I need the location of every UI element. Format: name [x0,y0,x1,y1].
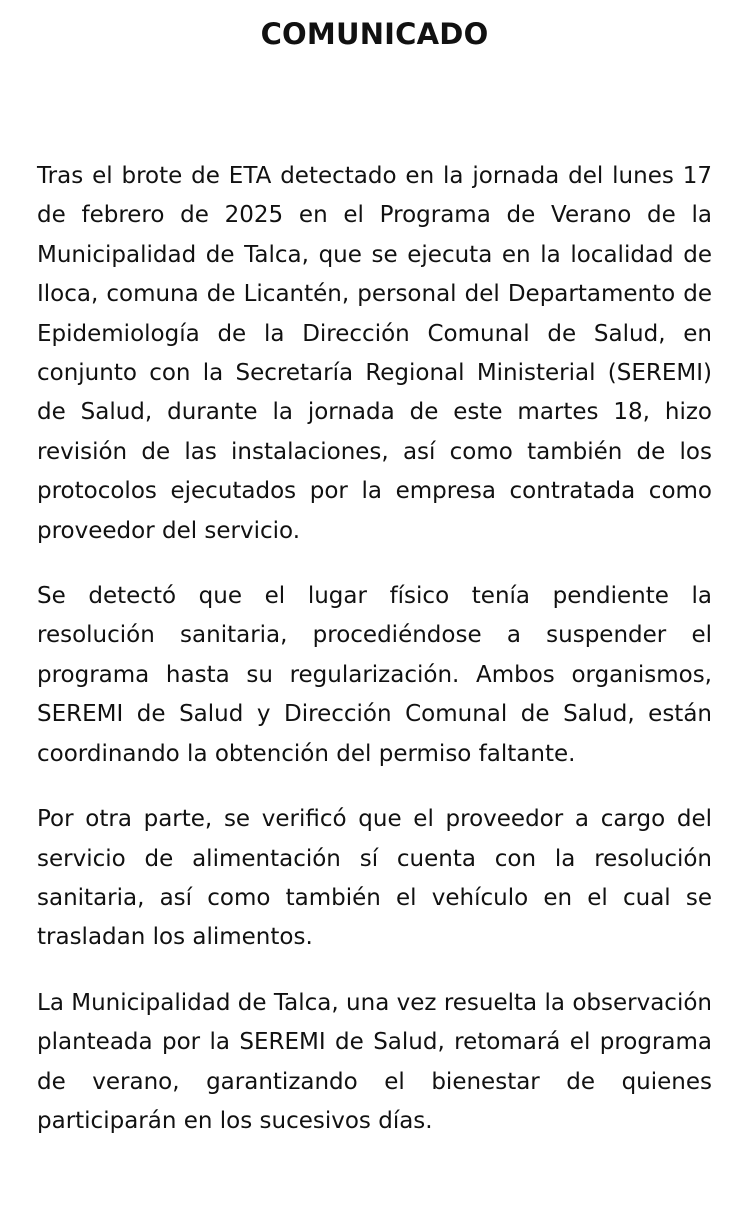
paragraph-2: Se detectó que el lugar físico tenía pendiente la resolución sanitaria, procediéndose a suspender el programa hasta su regularización. Ambos organismos, SEREMI de Salud y Dirección Comunal de Salud, están coordinando la obtención del permiso faltante. [37,583,712,767]
document-body [37,157,712,1141]
paragraph-4: La Municipalidad de Talca, una vez resuelta la observación planteada por la SEREMI de Salud, retomará el programa de verano, garantizando el bienestar de quienes participarán en los sucesivos días. [37,989,712,1134]
paragraph-3: Por otra parte, se verificó que el proveedor a cargo del servicio de alimentación sí cuenta con la resolución sanitaria, así como también el vehículo en el cual se trasladan los alimentos. [37,806,712,951]
paragraph-1: Tras el brote de ETA detectado en la jornada del lunes 17 de febrero de 2025 en el Programa de Verano de la Municipalidad de Talca, que se ejecuta en la localidad de Iloca, comuna de Licantén, personal del Departamento de Epidemiología de la Dirección Comunal de Salud, en conjunto con la Secretaría Regional Ministerial (SEREMI) de Salud, durante la jornada de este martes 18, hizo revisión de las instalaciones, así como también de los protocolos ejecutados por la empresa contratada como proveedor del servicio. [37,163,712,544]
document-title: COMUNICADO [260,17,489,51]
